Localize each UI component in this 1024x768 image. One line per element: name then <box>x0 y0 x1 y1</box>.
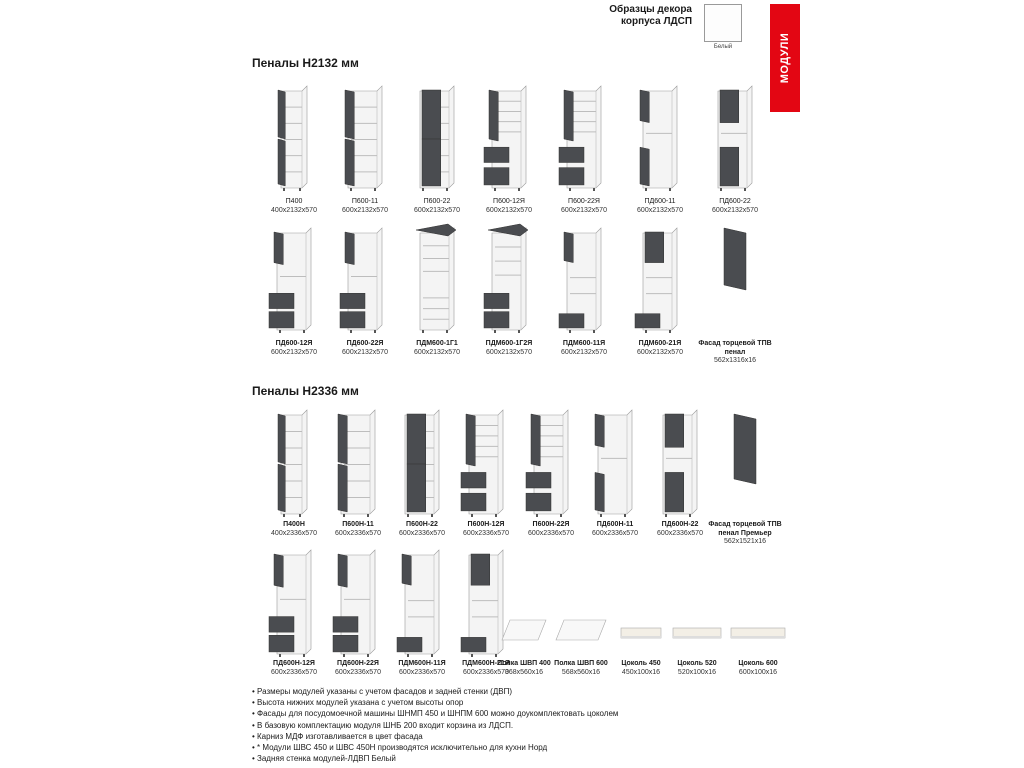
module-name: ПДМ600Н-21Я <box>462 660 510 667</box>
plinth-edge <box>621 636 661 638</box>
module-dimensions: 600x2336x570 <box>335 529 381 537</box>
lower-door <box>665 472 684 512</box>
module-dimensions: 600x2132x570 <box>342 348 388 356</box>
leg <box>569 188 571 191</box>
module-image-14 <box>724 228 754 296</box>
module-image-27 <box>502 620 554 646</box>
module-dimensions: 600x2132x570 <box>637 348 683 356</box>
module-dimensions: 400x2132x570 <box>271 206 317 214</box>
note-item: • Фасады для посудомоечной машины ШНМП 450 и ШНПМ 600 можно доукомплектовать цоколем <box>252 709 619 719</box>
module-name: ПДМ600-1Г2Я <box>485 340 533 347</box>
drawer-bottom <box>484 312 509 328</box>
module-dimensions: 600x2132x570 <box>271 348 317 356</box>
module-name: ПД600-22 <box>719 198 751 205</box>
end-panel-facade <box>724 228 746 290</box>
lower-door <box>345 139 354 186</box>
module-caption <box>692 340 778 366</box>
upper-door <box>338 414 347 464</box>
module-name: ПД600Н-11 <box>596 521 634 528</box>
module-name: П400 <box>285 198 303 205</box>
module-caption <box>617 198 703 215</box>
upper-door <box>338 554 347 587</box>
module-dimensions: 600x2336x570 <box>592 529 638 537</box>
leg <box>665 514 667 517</box>
note-item: • Размеры модулей указаны с учетом фасадов и задней стенки (ДВП) <box>252 687 512 696</box>
leg <box>283 188 285 191</box>
lower-door <box>278 464 285 512</box>
drawer-bottom <box>461 493 486 511</box>
module-image-31 <box>731 626 793 646</box>
upper-door <box>422 90 441 139</box>
module-image-19 <box>534 410 576 520</box>
module-name: ПД600-12Я <box>275 340 313 347</box>
leg <box>279 654 281 657</box>
module-image-8 <box>277 228 319 336</box>
drawer-bottom <box>526 493 551 511</box>
module-dimensions: 450x100x16 <box>621 668 661 676</box>
leg <box>494 188 496 191</box>
drawer-bottom <box>397 637 422 652</box>
module-name: П600-22 <box>423 198 451 205</box>
module-dimensions: 600x2132x570 <box>561 206 607 214</box>
leg <box>495 514 497 517</box>
module-name: ПД600Н-22 <box>661 521 699 528</box>
decor-swatch-label: Белый <box>713 44 733 50</box>
plinth-edge <box>731 636 785 638</box>
leg <box>431 514 433 517</box>
leg <box>374 330 376 333</box>
module-dimensions: 562x1521x16 <box>723 538 767 546</box>
module-image-29 <box>621 626 669 646</box>
module-dimensions: 368x560x16 <box>504 668 544 676</box>
module-name: П600Н-22 <box>406 521 438 528</box>
leg <box>422 188 424 191</box>
module-name: ПД600-22Я <box>346 340 384 347</box>
leg <box>593 330 595 333</box>
modules-tab <box>770 4 800 112</box>
module-image-15 <box>281 410 315 520</box>
leg <box>669 330 671 333</box>
leg <box>431 654 433 657</box>
leg <box>350 188 352 191</box>
module-dimensions: 600x2336x570 <box>657 529 703 537</box>
module-image-9 <box>348 228 390 336</box>
lower-door <box>595 472 604 512</box>
module-name: ПДМ600-1Г1 <box>416 340 458 347</box>
module-image-13 <box>643 228 685 336</box>
module-image-3 <box>420 86 462 194</box>
note-item: • Карниз МДФ изготавливается в цвет фасада <box>252 731 423 741</box>
module-caption <box>702 521 788 547</box>
drawer-top <box>340 293 365 308</box>
upper-door <box>345 232 354 265</box>
module-dimensions: 600x2132x570 <box>414 206 460 214</box>
module-caption <box>715 660 801 677</box>
drawer-top <box>461 472 486 488</box>
upper-door <box>531 414 540 466</box>
leg <box>283 514 285 517</box>
module-caption <box>541 340 627 357</box>
leg <box>350 330 352 333</box>
module-dimensions: 520x100x16 <box>677 668 717 676</box>
module-name: Фасад торцевой ТПВ пенал Премьер <box>708 521 782 537</box>
upper-door <box>407 414 426 464</box>
upper-door <box>274 232 283 265</box>
upper-door <box>595 414 604 447</box>
module-name: ПД600Н-22Я <box>337 660 379 667</box>
module-dimensions: 600x2132x570 <box>712 206 758 214</box>
upper-door <box>278 90 285 139</box>
leg <box>744 188 746 191</box>
module-image-4 <box>492 86 534 194</box>
leg <box>446 330 448 333</box>
note-item: • Высота нижних модулей указана с учетом высоты опор <box>252 698 464 708</box>
leg <box>471 654 473 657</box>
notes-list <box>252 686 812 764</box>
drawer-top <box>269 293 294 308</box>
end-panel-facade <box>734 414 756 484</box>
module-image-5 <box>567 86 609 194</box>
module-name: П600Н-12Я <box>467 521 505 528</box>
leg <box>299 188 301 191</box>
upper-door <box>402 554 411 585</box>
modules-tab-label: МОДУЛИ <box>779 32 791 84</box>
leg <box>303 330 305 333</box>
leg <box>593 188 595 191</box>
upper-door <box>274 554 283 587</box>
upper-door <box>645 232 664 263</box>
module-dimensions: 600x2336x570 <box>463 668 509 676</box>
drawer-bottom <box>269 312 294 328</box>
module-dimensions: 600x2132x570 <box>342 206 388 214</box>
module-dimensions: 400x2336x570 <box>271 529 317 537</box>
leg <box>343 654 345 657</box>
drawer-top <box>559 147 584 162</box>
upper-door <box>278 414 285 464</box>
module-caption <box>466 340 552 357</box>
module-caption <box>541 198 627 215</box>
leg <box>422 330 424 333</box>
module-image-30 <box>673 626 729 646</box>
drawer-top <box>484 147 509 162</box>
section-title-h2132: Пеналы H2132 мм <box>252 56 359 70</box>
module-name: П600-22Я <box>568 198 600 205</box>
module-dimensions: 562x1316x16 <box>713 357 757 365</box>
upper-door <box>720 90 739 123</box>
upper-door <box>471 554 490 585</box>
leg <box>303 654 305 657</box>
upper-door <box>489 90 498 141</box>
module-image-23 <box>277 550 319 660</box>
module-dimensions: 600x2132x570 <box>637 206 683 214</box>
leg <box>471 514 473 517</box>
leg <box>569 330 571 333</box>
leg <box>669 188 671 191</box>
leg <box>624 514 626 517</box>
module-name: ПДМ600-21Я <box>638 340 682 347</box>
module-name: Цоколь 600 <box>738 660 778 667</box>
leg <box>494 330 496 333</box>
upper-door <box>345 90 354 139</box>
module-image-28 <box>556 620 614 646</box>
module-name: П600Н-22Я <box>532 521 570 528</box>
upper-door <box>564 232 573 263</box>
drawer-top <box>269 617 294 633</box>
module-dimensions: 600x2132x570 <box>486 348 532 356</box>
module-name: ПДМ600Н-11Я <box>398 660 446 667</box>
note-item: • Задняя стенка модулей-ЛДВП Белый <box>252 754 396 764</box>
module-dimensions: 600x2132x570 <box>414 348 460 356</box>
drawer-bottom <box>484 168 509 185</box>
leg <box>518 188 520 191</box>
drawer-bottom <box>461 637 486 652</box>
drawer-top <box>526 472 551 488</box>
note-item: • * Модули ШВС 450 и ШВС 450Н производятся исключительно для кухни Норд <box>252 743 548 753</box>
leg <box>446 188 448 191</box>
leg <box>600 514 602 517</box>
module-name: Фасад торцевой ТПВ пенал <box>698 340 772 356</box>
drawer-bottom <box>340 312 365 328</box>
lower-door <box>338 464 347 512</box>
module-image-12 <box>567 228 609 336</box>
module-dimensions: 600x2336x570 <box>528 529 574 537</box>
module-name: ПД600-11 <box>644 198 676 205</box>
decor-title <box>596 4 692 28</box>
module-image-20 <box>598 410 640 520</box>
module-dimensions: 600x2336x570 <box>335 668 381 676</box>
lower-door <box>640 147 649 186</box>
note-item: • В базовую комплектацию модуля ШНБ 200 входит корзина из ЛДСП. <box>252 720 514 730</box>
module-dimensions: 600x2336x570 <box>399 668 445 676</box>
module-image-11 <box>492 228 534 336</box>
module-image-2 <box>348 86 390 194</box>
upper-door <box>564 90 573 141</box>
module-dimensions: 600x2336x570 <box>463 529 509 537</box>
module-dimensions: 600x2336x570 <box>271 668 317 676</box>
leg <box>279 330 281 333</box>
module-name: Цоколь 520 <box>677 660 717 667</box>
drawer-bottom <box>269 635 294 652</box>
module-dimensions: 600x100x16 <box>738 668 778 676</box>
plinth-edge <box>673 636 721 638</box>
module-caption <box>692 198 778 215</box>
module-name: П400Н <box>283 521 305 528</box>
lower-door <box>278 139 285 186</box>
module-name: ПДМ600-11Я <box>562 340 606 347</box>
leg <box>645 330 647 333</box>
leg <box>374 188 376 191</box>
section-title-h2336: Пеналы H2336 мм <box>252 384 359 398</box>
module-name: П600-12Я <box>493 198 525 205</box>
module-image-7 <box>718 86 760 194</box>
upper-door <box>640 90 649 123</box>
module-dimensions: 600x2336x570 <box>399 529 445 537</box>
module-image-24 <box>341 550 383 660</box>
drawer-top <box>333 617 358 633</box>
lower-door <box>407 464 426 512</box>
leg <box>689 514 691 517</box>
module-caption <box>617 340 703 357</box>
module-name: ПД600Н-12Я <box>273 660 315 667</box>
module-image-18 <box>469 410 511 520</box>
module-image-6 <box>643 86 685 194</box>
leg <box>343 514 345 517</box>
module-name: П600Н-11 <box>342 521 374 528</box>
drawer-bottom <box>559 168 584 185</box>
leg <box>518 330 520 333</box>
drawer-top <box>484 293 509 308</box>
leg <box>367 514 369 517</box>
decor-swatch-white <box>704 4 742 42</box>
leg <box>645 188 647 191</box>
leg <box>367 654 369 657</box>
module-dimensions: 600x2132x570 <box>486 206 532 214</box>
shelf-board <box>502 620 546 640</box>
module-name: Цоколь 450 <box>621 660 661 667</box>
drawer-bottom <box>333 635 358 652</box>
module-image-21 <box>663 410 705 520</box>
module-caption <box>466 198 552 215</box>
module-image-16 <box>341 410 383 520</box>
module-name: Полка ШВП 400 <box>497 660 551 667</box>
module-image-25 <box>405 550 447 660</box>
module-image-10 <box>420 228 462 336</box>
leg <box>495 654 497 657</box>
drawer-bottom <box>559 314 584 328</box>
drawer-bottom <box>635 314 660 328</box>
lower-door <box>422 139 441 186</box>
leg <box>299 514 301 517</box>
module-dimensions: 568x560x16 <box>561 668 601 676</box>
leg <box>536 514 538 517</box>
leg <box>407 654 409 657</box>
upper-door <box>665 414 684 447</box>
lower-door <box>720 147 739 186</box>
module-image-22 <box>734 414 764 490</box>
module-name: Полка ШВП 600 <box>554 660 608 667</box>
shelf-board <box>556 620 606 640</box>
leg <box>560 514 562 517</box>
module-name: П600-11 <box>351 198 379 205</box>
module-image-1 <box>281 86 315 194</box>
module-dimensions: 600x2132x570 <box>561 348 607 356</box>
upper-door <box>466 414 475 466</box>
leg <box>407 514 409 517</box>
leg <box>720 188 722 191</box>
decor-title-line1: Образцы декора <box>609 4 692 15</box>
module-image-17 <box>405 410 447 520</box>
decor-title-line2: корпуса ЛДСП <box>620 16 692 27</box>
